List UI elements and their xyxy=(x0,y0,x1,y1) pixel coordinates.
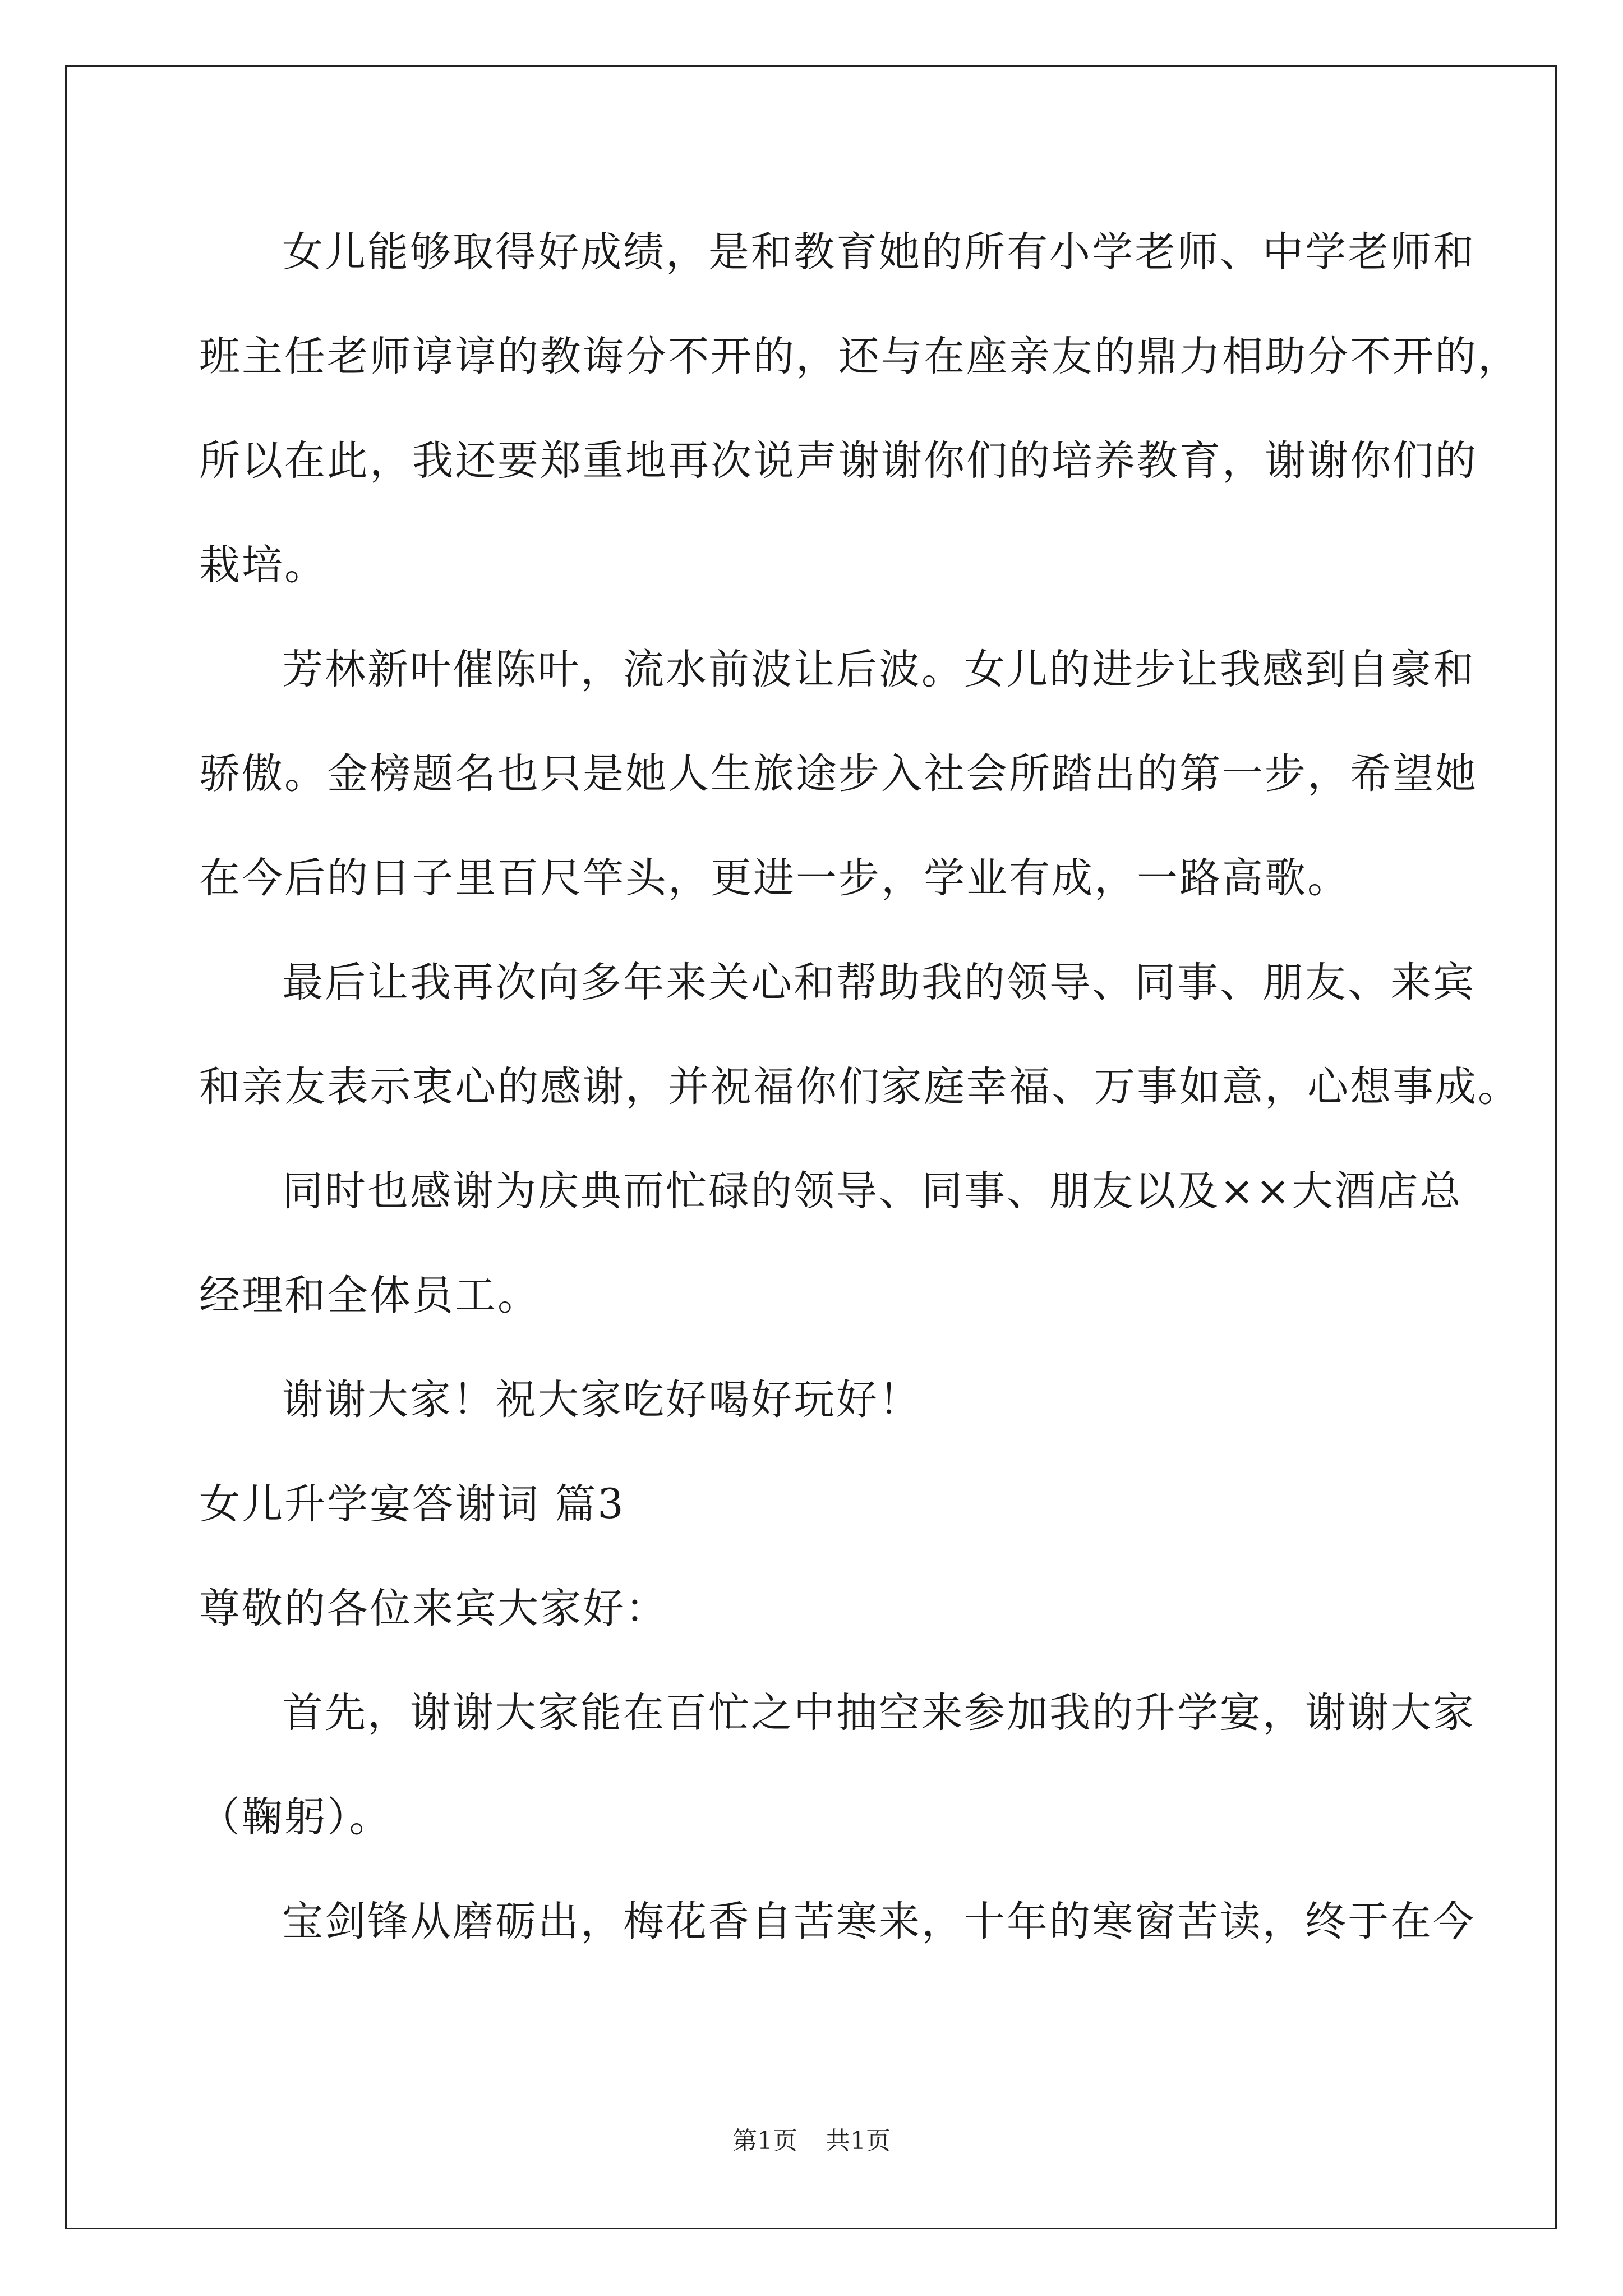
paragraph-line: 班主任老师谆谆的教诲分不开的，还与在座亲友的鼎力相助分不开的， xyxy=(199,333,1520,380)
paragraph-line: 所以在此，我还要郑重地再次说声谢谢你们的培养教育，谢谢你们的 xyxy=(199,437,1478,485)
paragraph-line: 首先，谢谢大家能在百忙之中抽空来参加我的升学宴，谢谢大家 xyxy=(282,1689,1476,1737)
paragraph-line: 经理和全体员工。 xyxy=(199,1272,540,1319)
paragraph-line: 女儿能够取得好成绩，是和教育她的所有小学老师、中学老师和 xyxy=(282,228,1476,276)
paragraph-line: 谢谢大家！祝大家吃好喝好玩好！ xyxy=(282,1376,921,1424)
paragraph-line: （鞠躬）。 xyxy=(199,1793,392,1841)
paragraph-line: 最后让我再次向多年来关心和帮助我的领导、同事、朋友、来宾 xyxy=(282,959,1476,1006)
page-number: 第1页 xyxy=(732,2127,797,2155)
page-footer xyxy=(0,2124,1623,2158)
paragraph-line: 骄傲。金榜题名也只是她人生旅途步入社会所踏出的第一步，希望她 xyxy=(199,750,1478,798)
paragraph-line: 和亲友表示衷心的感谢，并祝福你们家庭幸福、万事如意，心想事成。 xyxy=(199,1063,1520,1111)
salutation-line: 尊敬的各位来宾大家好： xyxy=(199,1585,668,1632)
paragraph-line: 宝剑锋从磨砺出，梅花香自苦寒来，十年的寒窗苦读，终于在今 xyxy=(282,1898,1476,1945)
page-total: 共1页 xyxy=(826,2127,891,2155)
paragraph-line: 栽培。 xyxy=(199,541,327,589)
section-heading: 女儿升学宴答谢词 篇3 xyxy=(199,1480,625,1528)
paragraph-line: 芳林新叶催陈叶，流水前波让后波。女儿的进步让我感到自豪和 xyxy=(282,646,1476,693)
paragraph-line: 同时也感谢为庆典而忙碌的领导、同事、朋友以及××大酒店总 xyxy=(282,1167,1463,1215)
paragraph-line: 在今后的日子里百尺竿头，更进一步，学业有成，一路高歌。 xyxy=(199,854,1350,902)
